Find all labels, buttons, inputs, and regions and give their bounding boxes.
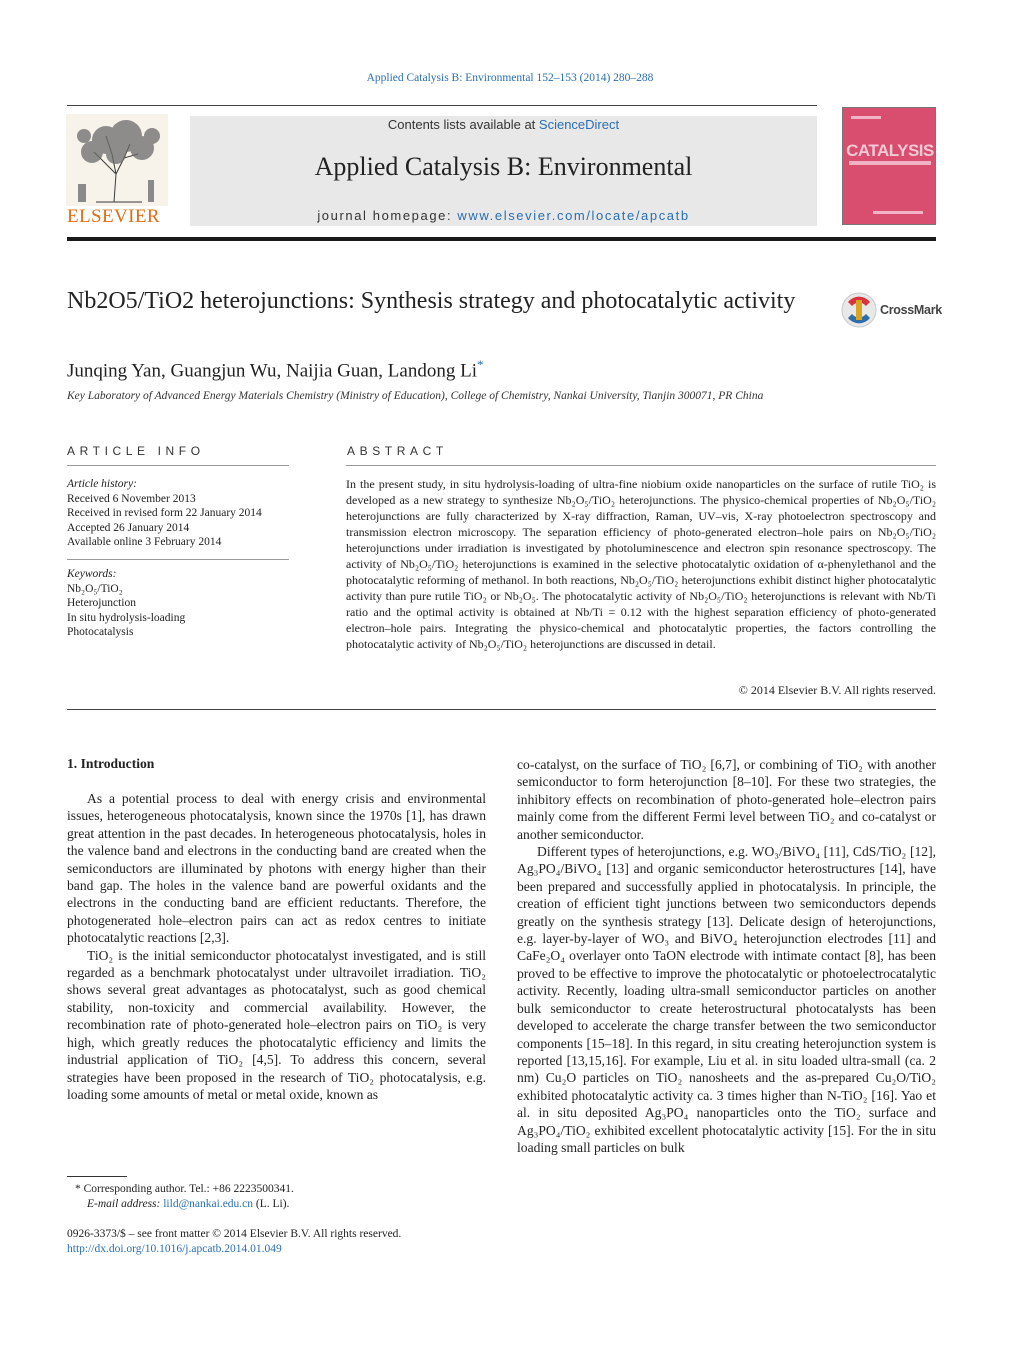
email-label: E-mail address: xyxy=(87,1198,164,1210)
homepage-prefix: journal homepage: xyxy=(317,208,458,223)
body-paragraph: co-catalyst, on the surface of TiO₂ [6,7], or combining of TiO₂ with another semiconductor to form heterojunction [8–10]. For these two strategies, the inhibitory effects on recombination of photo-generated hole–electron pairs mainly come from the different Fermi level between TiO₂ and co-catalyst or another semiconductor. xyxy=(517,757,936,842)
contents-prefix: Contents lists available at xyxy=(387,117,539,132)
body-column-right xyxy=(517,756,936,1156)
abstract-rule xyxy=(346,465,936,466)
abstract-heading: ABSTRACT xyxy=(347,444,448,458)
body-column-left xyxy=(67,790,486,1103)
authors-text: Junqing Yan, Guangjun Wu, Naijia Guan, Landong Li xyxy=(67,360,477,382)
copyright: © 2014 Elsevier B.V. All rights reserved. xyxy=(738,683,936,697)
email-line xyxy=(67,1197,294,1212)
elsevier-wordmark: ELSEVIER xyxy=(67,206,160,227)
history-received: Received 6 November 2013 xyxy=(67,492,196,505)
keywords xyxy=(67,567,289,640)
affiliation: Key Laboratory of Advanced Energy Materials Chemistry (Ministry of Education), College of Chemistry, Nankai University, Tianjin 300071, PR China xyxy=(67,390,764,402)
keywords-rule xyxy=(67,559,289,560)
keyword-item: Photocatalysis xyxy=(67,626,134,638)
history-online: Available online 3 February 2014 xyxy=(67,536,222,548)
journal-citation[interactable]: Applied Catalysis B: Environmental 152–153 (2014) 280–288 xyxy=(366,72,654,84)
article-info-rule xyxy=(67,465,289,466)
history-revised: Received in revised form 22 January 2014 xyxy=(67,507,262,519)
section-heading-introduction: 1. Introduction xyxy=(67,756,155,771)
author-list xyxy=(67,357,483,382)
cover-footer-bar xyxy=(873,211,923,214)
history-label: Article history: xyxy=(67,478,137,490)
journal-title: Applied Catalysis B: Environmental xyxy=(314,152,693,181)
footnote-rule xyxy=(67,1176,127,1177)
keyword-item: In situ hydrolysis-loading xyxy=(67,611,186,624)
masthead-rule xyxy=(67,237,936,241)
cover-band xyxy=(851,116,881,119)
email-link[interactable]: lild@nankai.edu.cn xyxy=(163,1198,254,1210)
header-rule xyxy=(67,105,817,106)
article-history xyxy=(67,477,289,550)
journal-homepage xyxy=(190,208,817,223)
contents-line xyxy=(190,117,817,132)
keyword-item: Heterojunction xyxy=(67,597,136,609)
history-accepted: Accepted 26 January 2014 xyxy=(67,521,190,534)
corresponding-author-note: * Corresponding author. Tel.: +86 2223500341. xyxy=(75,1183,294,1195)
journal-cover-thumbnail[interactable] xyxy=(842,107,936,225)
sciencedirect-link[interactable]: ScienceDirect xyxy=(538,117,620,132)
email-suffix: (L. Li). xyxy=(253,1198,290,1210)
crossmark-label[interactable]: CrossMark xyxy=(880,303,942,317)
body-paragraph: Different types of heterojunctions, e.g. WO₃/BiVO₄ [11], CdS/TiO₂ [12], Ag₃PO₄/BiVO₄ [13] and organic semiconductor heterostructures [14], have been prepared and successfully applied in photocatalysis. In principle, the creation of efficient tight junctions between two semiconductors depends greatly on the synthesis strategy [13]. Delicate design of heterojunctions, e.g. layer-by-layer of WO₃ and BiVO₄ heterojunction electrodes [11] and CaFe₂O₄ overlayer onto TaON electrode with intimate contact [8], has been proved to be effective to improve the photocatalytic or photoelectrocatalytic activity. Recently, loading ultra-small semiconductor particles on another bulk semiconductor to create heterostructural photocatalysts has been developed to accelerate the charge transfer between the two semiconductor components [15–18]. In this regard, in situ creating heterojunction system is reported [13,15,16]. For example, Liu et al. in situ loaded ultra-small (ca. 2 nm) Cu₂O particles on TiO₂ nanosheets and the as-prepared Cu₂O/TiO₂ exhibited photocatalytic activity ca. 3 times higher than N-TiO₂ [16]. Yao et al. in situ deposited Ag₃PO₄ nanoparticles onto the TiO₂ surface and Ag₃PO₄/TiO₂ exhibited excellent photocatalytic activity [15]. For the in situ loading small particles on bulk xyxy=(517,844,936,1155)
body-paragraph: TiO₂ is the initial semiconductor photocatalyst investigated, and is still regarded as a benchmark photocatalyst under ultravoilet irradiation. TiO₂ shows several great advantages as photocatalyst, such as good chemical stability, non-toxicity and commercial availability. However, the recombination rate of photo-generated hole–electron pairs on TiO₂ is very high, which greatly reduces the photocatalytic efficiency and limits the industrial application of TiO₂ [4,5]. To address this concern, several strategies have been proposed in the research of TiO₂ photocatalysis, e.g. loading some amounts of metal or metal oxide, known as xyxy=(67,947,486,1102)
footnote xyxy=(67,1182,294,1212)
corresponding-author-mark[interactable]: * xyxy=(476,357,484,372)
article-info-heading: ARTICLE INFO xyxy=(67,444,205,458)
issn-line: 0926-3373/$ – see front matter © 2014 Elsevier B.V. All rights reserved. xyxy=(67,1228,402,1240)
keywords-label: Keywords: xyxy=(67,568,117,580)
cover-title: CATALYSIS xyxy=(846,141,934,160)
body-paragraph: As a potential process to deal with energy crisis and environmental issues, heterogeneous photocatalysis, known since the 1970s [1], has drawn great attention in the past decades. In heterogeneous photocatalysis, holes in the valence band and electrons in the conducting band are created when the semiconductors are illuminated by photons with energy higher than their band gap. The holes in the valence band are powerful oxidants and the electrons in the conducting band are efficient reductants. Therefore, the photogenerated hole–electron pairs can act as redox centres to initiate photocatalytic reactions [2,3]. xyxy=(67,791,486,946)
cover-subtitle-bar xyxy=(849,161,931,165)
homepage-link[interactable]: www.elsevier.com/locate/apcatb xyxy=(457,208,690,223)
abstract-end-rule xyxy=(67,709,936,710)
keyword-item: Nb₂O₅/TiO₂ xyxy=(67,582,123,595)
doi-link[interactable]: http://dx.doi.org/10.1016/j.apcatb.2014.01.049 xyxy=(67,1243,282,1255)
article-title: Nb2O5/TiO2 heterojunctions: Synthesis strategy and photocatalytic activity xyxy=(67,288,796,314)
issn-block xyxy=(67,1227,401,1257)
abstract-text: In the present study, in situ hydrolysis-loading of ultra-fine niobium oxide nanoparticles on the surface of rutile TiO₂ is developed as a new strategy to synthesize Nb₂O₅/TiO₂ heterojunctions. The physico-chemical properties of Nb₂O₅/TiO₂ heterojunctions are fully characterized by X-ray diffraction, Raman, UV–vis, X-ray photoelectron spectroscopy and transmission electron microscopy. The separation efficiency of photo-generated electron–hole pairs on Nb₂O₅/TiO₂ heterojunctions under irradiation is investigated by photoluminescence and electron spin resonance spectroscopy. The activity of Nb₂O₅/TiO₂ heterojunctions is examined in the selective photocatalytic oxidation of α-phenylethanol and the photocatalytic reforming of methanol. In both reactions, Nb₂O₅/TiO₂ heterojunctions exhibit distinct higher photocatalytic activity than pure rutile TiO₂ or Nb₂O₅. The photocatalytic activity of Nb₂O₅/TiO₂ heterojunctions is relevant with Nb/Ti ratio and the optimal activity is obtained at Nb/Ti = 0.12 with the highest separation efficiency of photo-generated electron–hole pairs. Integrating the physico-chemical and photocatalytic properties, the factors controlling the photocatalytic activity of Nb₂O₅/TiO₂ heterojunctions are discussed in detail. xyxy=(346,477,936,651)
